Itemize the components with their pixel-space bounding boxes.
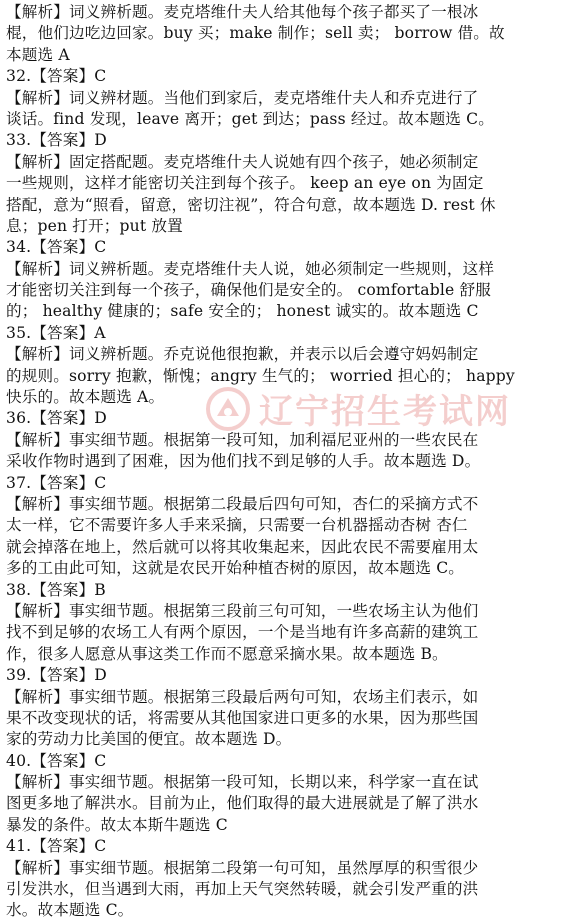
text-line: 搭配，意为“照看，留意，密切注视”，符合句意，故本题选 D. rest 休 [6, 195, 496, 214]
text-line: 图更多地了解洪水。目前为止，他们取得的最大进展就是了解了洪水 [6, 794, 479, 813]
text-line: 36.【答案】D [6, 409, 107, 428]
text-line: 就会掉落在地上，然后就可以将其收集起来，因此农民不需要雇用太 [6, 537, 479, 556]
text-line: 【解析】词义辨析题。乔克说他很抱歉，并表示以后会遵守妈妈制定 [6, 345, 479, 364]
text-line: 【解析】事实细节题。根据第一段可知，长期以来，科学家一直在试 [6, 773, 479, 792]
text-line: 的； healthy 健康的；safe 安全的； honest 诚实的。故本题选 C [6, 302, 479, 321]
text-line: 快乐的。故本题选 A。 [6, 388, 165, 407]
text-line: 引发洪水，但当遇到大雨，再加上天气突然转暖，就会引发严重的洪 [6, 880, 479, 899]
text-line: 家的劳动力比美国的便宜。故本题选 D。 [6, 730, 292, 749]
text-line: 多的工由此可知，这就是农民开始种植杏树的原因，故本题选 C。 [6, 559, 465, 578]
text-line: 暴发的条件。故太本斯牛题选 C [6, 815, 228, 834]
text-line: 40.【答案】C [6, 751, 107, 770]
text-line: 作，很多人愿意从事这类工作而不愿意采摘水果。故本题选 B。 [6, 644, 448, 663]
text-line: 【解析】固定搭配题。麦克塔维什夫人说她有四个孩子，她必须制定 [6, 152, 479, 171]
text-line: 35.【答案】A [6, 323, 106, 342]
text-line: 果不改变现状的话，将需要从其他国家进口更多的水果，因为那些国 [6, 708, 479, 727]
text-line: 【解析】词义辨材题。当他们到家后，麦克塔维什夫人和乔克进行了 [6, 88, 479, 107]
text-line: 谈话。find 发现，leave 离开；get 到达；pass 经过。故本题选 C。 [6, 109, 494, 128]
text-line: 33.【答案】D [6, 131, 107, 150]
watermark-text: 辽宁招生考试网 [259, 392, 511, 432]
text-line: 太一样，它不需要许多人手来采摘，只需要一台机器摇动杏树 杏仁 [6, 516, 468, 535]
text-line: 39.【答案】D [6, 666, 107, 685]
text-line: 的规则。sorry 抱歉，惭愧；angry 生气的； worried 担心的； happy [6, 366, 515, 385]
text-line: 【解析】事实细节题。根据第二段第一句可知，虽然厚厚的积雪很少 [6, 858, 479, 877]
text-line: 本题选 A [6, 45, 70, 64]
text-line: 【解析】词义辨析题。麦克塔维什夫人说，她必须制定一些规则，这样 [6, 259, 495, 278]
text-line: 一些规则，这样才能密切关注到每个孩子。 keep an eye on 为固定 [6, 174, 484, 193]
document-page [0, 2, 573, 922]
text-line: 棍，他们边吃边回家。buy 买；make 制作；sell 卖； borrow 借。故 [6, 24, 505, 43]
text-line: 【解析】事实细节题。根据第三段前三句可知，一些农场主认为他们 [6, 601, 479, 620]
text-line: 【解析】事实细节题。根据第一段可知，加利福尼亚州的一些农民在 [6, 430, 479, 449]
text-line: 息；pen 打开；put 放置 [6, 216, 183, 235]
text-line: 才能密切关注到每一个孩子，确保他们是安全的。 comfortable 舒服 [6, 281, 491, 300]
text-line: 【解析】事实细节题。根据第三段最后两句可知，农场主们表示，如 [6, 687, 479, 706]
text-line: 【解析】词义辨析题。麦克塔维什夫人给其他每个孩子都买了一根冰 [6, 3, 479, 21]
text-line: 采收作物时遇到了困难，因为他们找不到足够的人手。故本题选 D。 [6, 452, 481, 471]
text-line: 41.【答案】C [6, 837, 107, 856]
text-line: 找不到足够的农场工人有两个原因，一个是当地有许多高薪的建筑工 [6, 623, 479, 642]
text-line: 37.【答案】C [6, 473, 107, 492]
text-line: 水。故本题选 C。 [6, 901, 134, 920]
text-line: 32.【答案】C [6, 67, 107, 86]
text-line: 【解析】事实细节题。根据第二段最后四句可知，杏仁的采摘方式不 [6, 494, 479, 513]
text-line: 34.【答案】C [6, 238, 107, 257]
text-line: 38.【答案】B [6, 580, 106, 599]
